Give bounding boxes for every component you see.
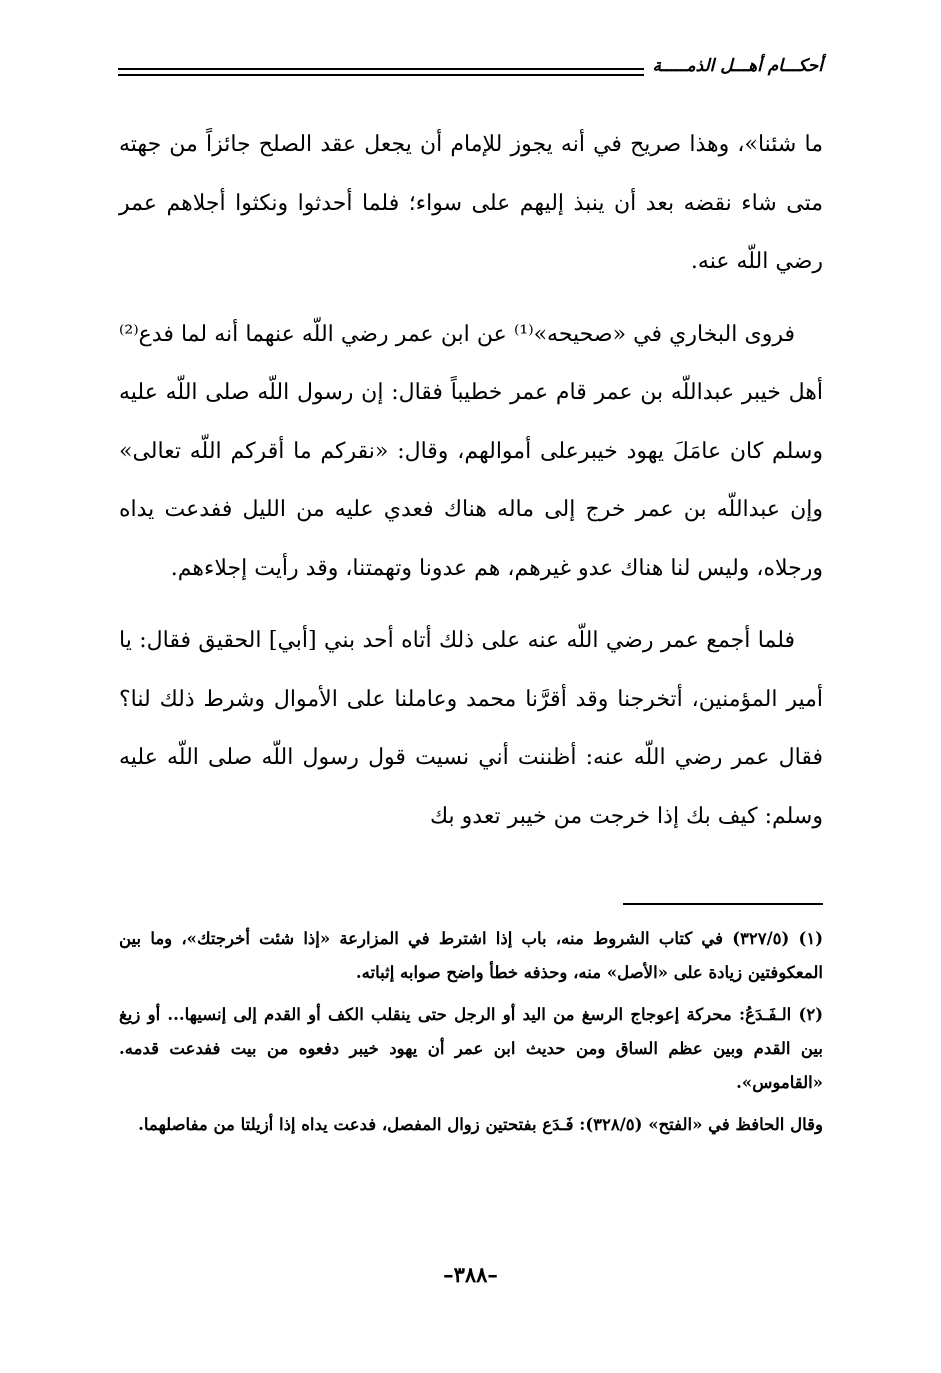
body-paragraph-3: فلما أجمع عمر رضي اللّه عنه على ذلك أتاه أحد بني [أبي] الحقيق فقال: يا أمير المؤمنين، أتخرجنا وقد أقرَّنا محمد وعاملنا على الأموال وشرط ذلك لنا؟ فقال عمر رضي اللّه عنه: أظننت أني نسيت قول رسول اللّه صلى اللّه عليه وسلم: كيف بك إذا خرجت من خيبر تعدو بك <box>119 628 823 829</box>
body-paragraph-2: فروى البخاري في «صحيحه»⁽¹⁾ عن ابن عمر رضي اللّه عنهما أنه لما فدع⁽²⁾ أهل خيبر عبداللّه بن عمر قام عمر خطيباً فقال: إن رسول اللّه صلى اللّه عليه وسلم كان عامَلَ يهود خيبرعلى أموالهم، وقال: «نقركم ما أقركم اللّه تعالى» وإن عبداللّه بن عمر خرج إلى ماله هناك فعدي عليه من الليل ففدعت يداه ورجلاه، وليس لنا هناك عدو غيرهم، هم عدونا وتهمتنا، وقد رأيت إجلاءهم. <box>119 321 823 581</box>
page-number: –٣٨٨– <box>443 1262 498 1287</box>
body-paragraph-1: ما شئنا»، وهذا صريح في أنه يجوز للإمام أن يجعل عقد الصلح جائزاً من جهته متى شاء نقضه بعد أن ينبذ إليهم على سواء؛ فلما أحدثوا ونكثوا أجلاهم عمر رضي اللّه عنه. <box>119 132 824 274</box>
footnote-1: (١) (٣٢٧/٥) في كتاب الشروط منه، باب إذا اشترط في المزارعة «إذا شئت أخرجتك»، وما بين المعكوفتين زيادة على «الأصل» منه، وحذفه خطأ واضح صوابه إثباته. <box>119 929 823 982</box>
footnote-2-continued: وقال الحافظ في «الفتح» (٣٢٨/٥): فَـدَع بفتحتين زوال المفصل، فدعت يداه إذا أزيلتا من مفاصلهما. <box>138 1115 823 1134</box>
body-text <box>119 116 823 860</box>
running-header <box>118 52 823 88</box>
footnotes <box>119 922 823 1150</box>
footnote-2: (٢) الـفَـدَعُ: محركة إعوجاج الرسغ من اليد أو الرجل حتى ينقلب الكف أو القدم إلى إنسيها... أو زيغ بين القدم وبين عظم الساق ومن حديث ابن عمر أن يهود خيبر دفعوه من بيت ففدعت قدمه. «القاموس». <box>119 1005 823 1092</box>
footnote-separator <box>623 903 823 905</box>
header-title: أحكـــام أهـــل الذمـــــة <box>644 56 823 76</box>
